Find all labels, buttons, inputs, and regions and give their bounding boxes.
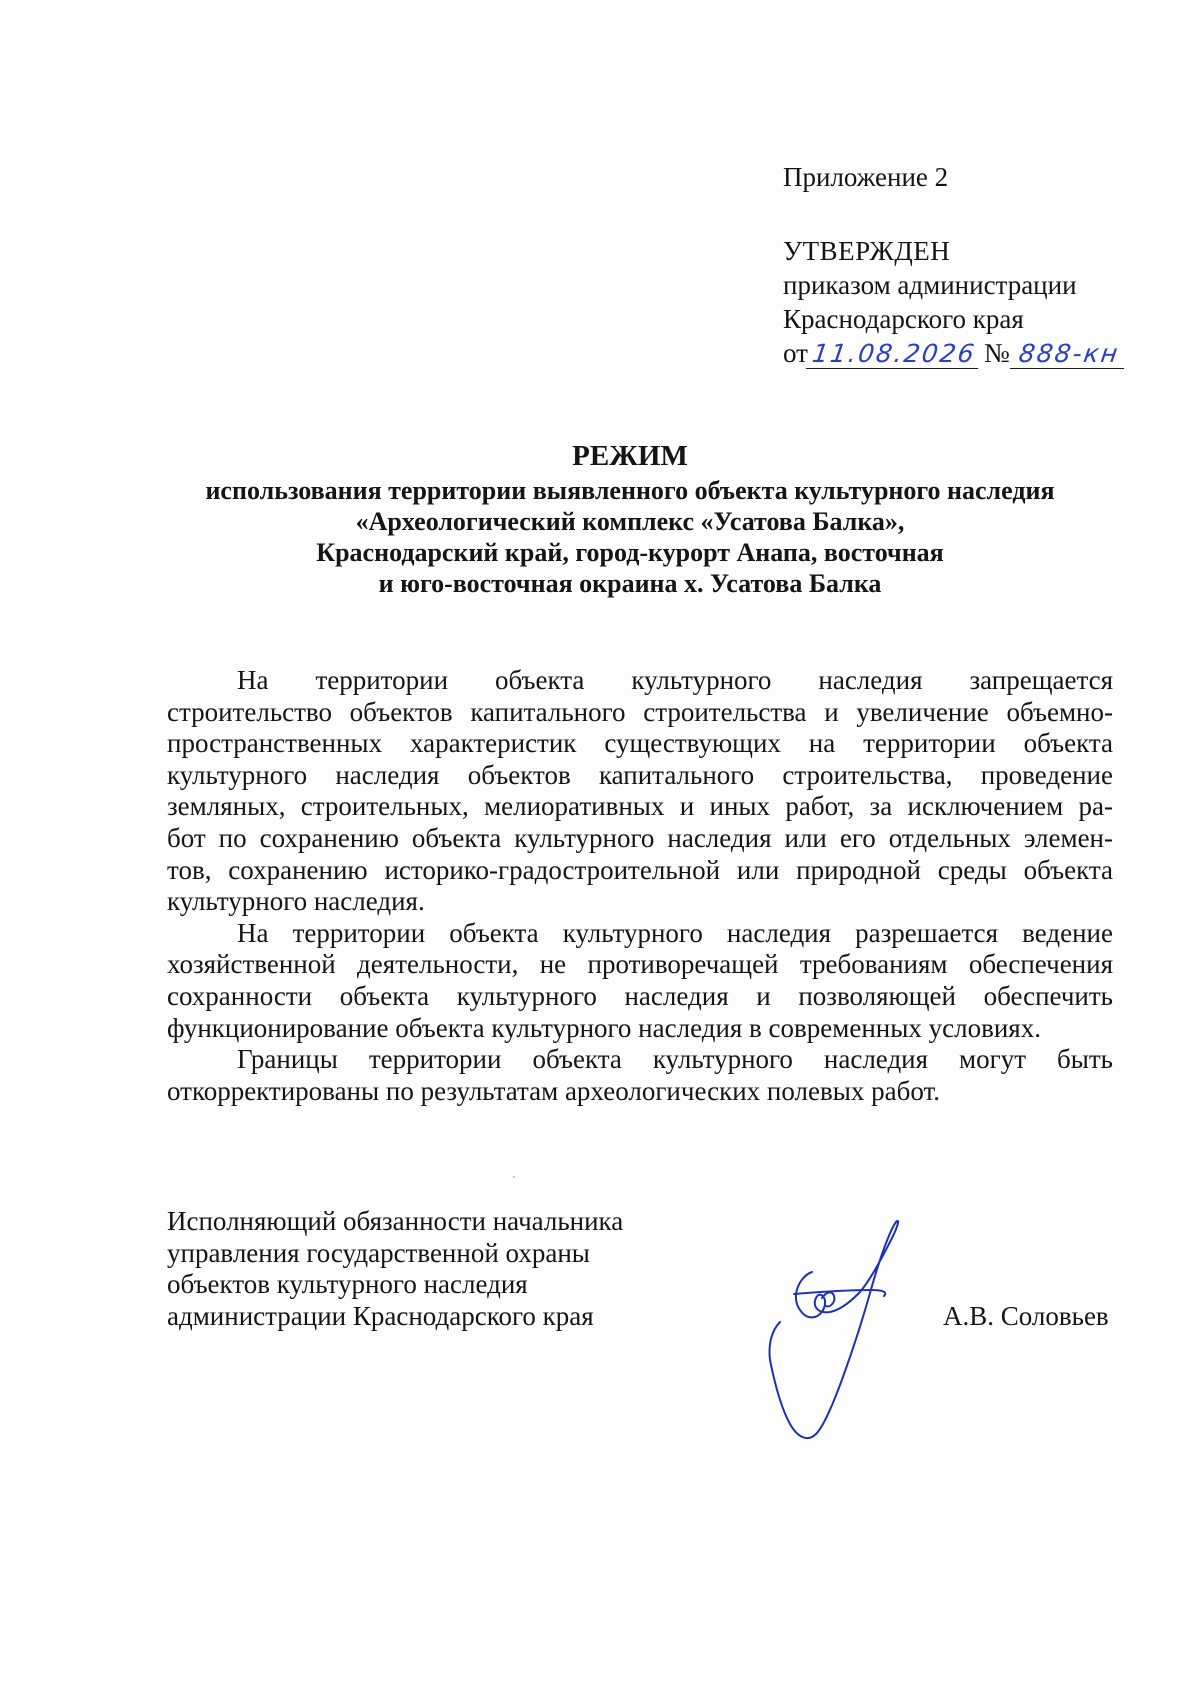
document-title-block	[130, 438, 1130, 599]
body-line: пространственных характеристик существующих на территории объекта	[167, 728, 1113, 759]
signatory-name: А.В. Соловьев	[943, 1301, 1109, 1331]
body-line: Границы территории объекта культурного наследия могут быть	[237, 1044, 1113, 1075]
approval-order-line-1: приказом администрации	[783, 270, 1077, 300]
signatory-position-line-2: управления государственной охраны	[167, 1237, 590, 1268]
body-line: строительство объектов капитального строительства и увеличение объемно-	[167, 696, 1113, 727]
signatory-position-line-1: Исполняющий обязанности начальника	[167, 1206, 624, 1236]
handwritten-order-number: 888-кн	[1010, 340, 1128, 369]
title-line-1: использования территории выявленного объекта культурного наследия	[205, 476, 1055, 505]
title-line-2: «Археологический комплекс «Усатова Балка»,	[355, 507, 905, 536]
handwritten-signature	[760, 1212, 920, 1442]
order-date-number-line	[783, 336, 1126, 370]
body-line: функционирование объекта культурного наследия в современных условиях.	[167, 1012, 1041, 1043]
body-line: хозяйственной деятельности, не противоречащей требованиям обеспечения	[167, 949, 1113, 980]
body-line: На территории объекта культурного наследия разрешается ведение	[237, 917, 1113, 948]
body-line: сохранности объекта культурного наследия и позволяющей обеспечить	[167, 980, 1113, 1011]
body-line: культурного наследия.	[167, 886, 425, 917]
body-line: культурного наследия объектов капитального строительства, проведение	[167, 759, 1113, 790]
signatory-position-line-4: администрации Краснодарского края	[167, 1300, 594, 1331]
number-sign: №	[983, 338, 1010, 368]
approval-order-line-2: Краснодарского края	[783, 304, 1024, 334]
signature-stroke-loop	[796, 1272, 858, 1317]
body-line: откорректированы по результатам археологических полевых работ.	[167, 1075, 940, 1106]
appendix-label: Приложение 2	[783, 162, 949, 192]
signature-stroke-tall	[769, 1221, 898, 1438]
scan-speck	[513, 1176, 515, 1178]
body-line: земляных, строительных, мелиоративных и иных работ, за исключением ра-	[167, 791, 1113, 822]
signatory-position	[167, 1206, 623, 1332]
approved-heading: УТВЕРЖДЕН	[783, 236, 951, 266]
signature-stroke-cross	[794, 1290, 885, 1296]
body-line: На территории объекта культурного наследия запрещается	[237, 665, 1113, 695]
title-line-3: Краснодарский край, город-курорт Анапа, восточная	[316, 538, 944, 567]
handwritten-order-date: 11.08.2026	[806, 340, 982, 369]
from-label: от	[783, 338, 808, 368]
document-body	[167, 665, 1113, 1107]
body-line: тов, сохранению историко-градостроительной или природной среды объекта	[167, 854, 1113, 885]
title-line-4: и юго-восточная окраина х. Усатова Балка	[378, 569, 882, 598]
approval-stamp-block	[783, 160, 1126, 370]
document-title: РЕЖИМ	[572, 440, 688, 472]
body-line: бот по сохранению объекта культурного наследия или его отдельных элемен-	[167, 822, 1113, 853]
signatory-position-line-3: объектов культурного наследия	[167, 1269, 528, 1299]
